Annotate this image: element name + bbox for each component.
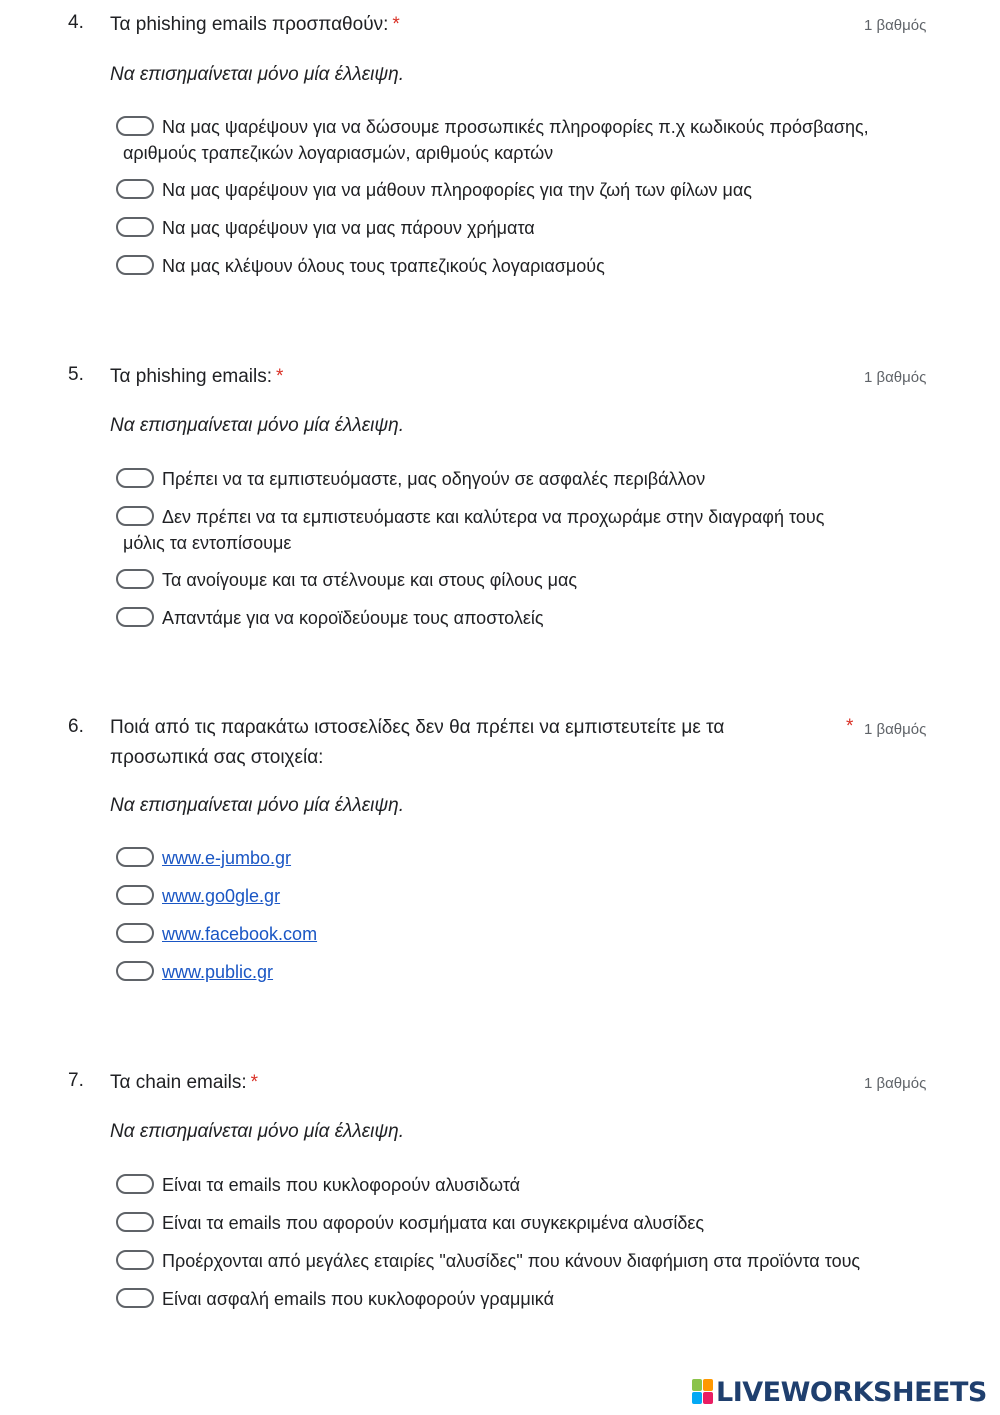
option-radio[interactable]: Προέρχονται από μεγάλες εταιρίες "αλυσίδες" που κάνουν διαφήμιση στα προϊόντα τους <box>116 1248 916 1274</box>
radio-button[interactable] <box>116 116 154 136</box>
radio-button[interactable] <box>116 1174 154 1194</box>
option-radio[interactable] <box>116 959 916 985</box>
radio-button[interactable] <box>116 1212 154 1232</box>
radio-button[interactable] <box>116 1288 154 1308</box>
question-number: 7. <box>68 1070 84 1091</box>
logo-square-icon <box>692 1379 702 1391</box>
option-radio[interactable]: Πρέπει να τα εμπιστευόμαστε, μας οδηγούν σε ασφαλές περιβάλλον <box>116 466 916 492</box>
logo-mark-icon <box>692 1379 714 1405</box>
radio-button[interactable] <box>116 847 154 867</box>
points-label: 1 βαθμός <box>864 1075 927 1092</box>
question-number: 6. <box>68 716 84 737</box>
instruction-text: Να επισημαίνεται μόνο μία έλλειψη. <box>110 1121 404 1142</box>
radio-button[interactable] <box>116 255 154 275</box>
instruction-text: Να επισημαίνεται μόνο μία έλλειψη. <box>110 415 404 436</box>
option-radio[interactable] <box>116 883 916 909</box>
points-label: 1 βαθμός <box>864 369 927 386</box>
required-mark: * <box>276 366 284 387</box>
radio-button[interactable] <box>116 923 154 943</box>
link-public[interactable]: www.public.gr <box>162 962 274 982</box>
option-radio[interactable]: Είναι τα emails που κυκλοφορούν αλυσιδωτά <box>116 1172 916 1198</box>
question-title: Ποιά από τις παρακάτω ιστοσελίδες δεν θα πρέπει να εμπιστευτείτε με τα προσωπικά σας στοιχεία: <box>110 717 725 768</box>
required-mark: * <box>250 1072 259 1093</box>
logo-text: LIVEWORKSHEETS <box>716 1376 987 1408</box>
liveworksheets-logo <box>692 1376 987 1408</box>
option-radio[interactable]: Να μας ψαρέψουν για να δώσουμε προσωπικές πληροφορίες π.χ κωδικούς πρόσβασης, αριθμούς τραπεζικών λογαριασμών, αριθμούς καρτών <box>116 114 916 166</box>
option-radio[interactable]: Να μας ψαρέψουν για να μάθουν πληροφορίες για την ζωή των φίλων μας <box>116 177 916 203</box>
radio-button[interactable] <box>116 1250 154 1270</box>
instruction-text: Να επισημαίνεται μόνο μία έλλειψη. <box>110 795 404 816</box>
option-radio[interactable]: Να μας κλέψουν όλους τους τραπεζικούς λογαριασμούς <box>116 253 916 279</box>
option-radio[interactable]: Είναι ασφαλή emails που κυκλοφορούν γραμμικά <box>116 1286 916 1312</box>
required-mark: * <box>392 14 400 35</box>
option-radio[interactable]: Απαντάμε για να κοροϊδεύουμε τους αποστολείς <box>116 605 916 631</box>
instruction-text: Να επισημαίνεται μόνο μία έλλειψη. <box>110 64 404 85</box>
link-e-jumbo[interactable]: www.e-jumbo.gr <box>162 848 292 868</box>
radio-button[interactable] <box>116 961 154 981</box>
option-radio[interactable] <box>116 845 916 871</box>
option-radio[interactable] <box>116 921 916 947</box>
question-title: Τα chain emails: * <box>110 1072 259 1093</box>
option-radio[interactable]: Δεν πρέπει να τα εμπιστευόμαστε και καλύτερα να προχωράμε στην διαγραφή τους μόλις τα εντοπίσουμε <box>116 504 916 556</box>
question-title: Τα phishing emails προσπαθούν: * <box>110 14 400 35</box>
question-number: 5. <box>68 364 84 385</box>
radio-button[interactable] <box>116 885 154 905</box>
radio-button[interactable] <box>116 179 154 199</box>
link-facebook[interactable]: www.facebook.com <box>162 924 318 944</box>
radio-button[interactable] <box>116 569 154 589</box>
points-label: 1 βαθμός <box>864 17 927 34</box>
required-mark: * <box>846 716 854 737</box>
link-go0gle[interactable]: www.go0gle.gr <box>162 886 281 906</box>
question-title: Τα phishing emails: * <box>110 366 284 387</box>
logo-square-icon <box>703 1379 713 1391</box>
logo-square-icon <box>703 1392 713 1404</box>
radio-button[interactable] <box>116 607 154 627</box>
question-number: 4. <box>68 12 84 33</box>
option-radio[interactable]: Τα ανοίγουμε και τα στέλνουμε και στους φίλους μας <box>116 567 916 593</box>
radio-button[interactable] <box>116 506 154 526</box>
logo-square-icon <box>692 1392 702 1404</box>
radio-button[interactable] <box>116 468 154 488</box>
option-radio[interactable]: Να μας ψαρέψουν για να μας πάρουν χρήματα <box>116 215 916 241</box>
points-label: 1 βαθμός <box>864 721 927 738</box>
radio-button[interactable] <box>116 217 154 237</box>
option-radio[interactable]: Είναι τα emails που αφορούν κοσμήματα και συγκεκριμένα αλυσίδες <box>116 1210 916 1236</box>
